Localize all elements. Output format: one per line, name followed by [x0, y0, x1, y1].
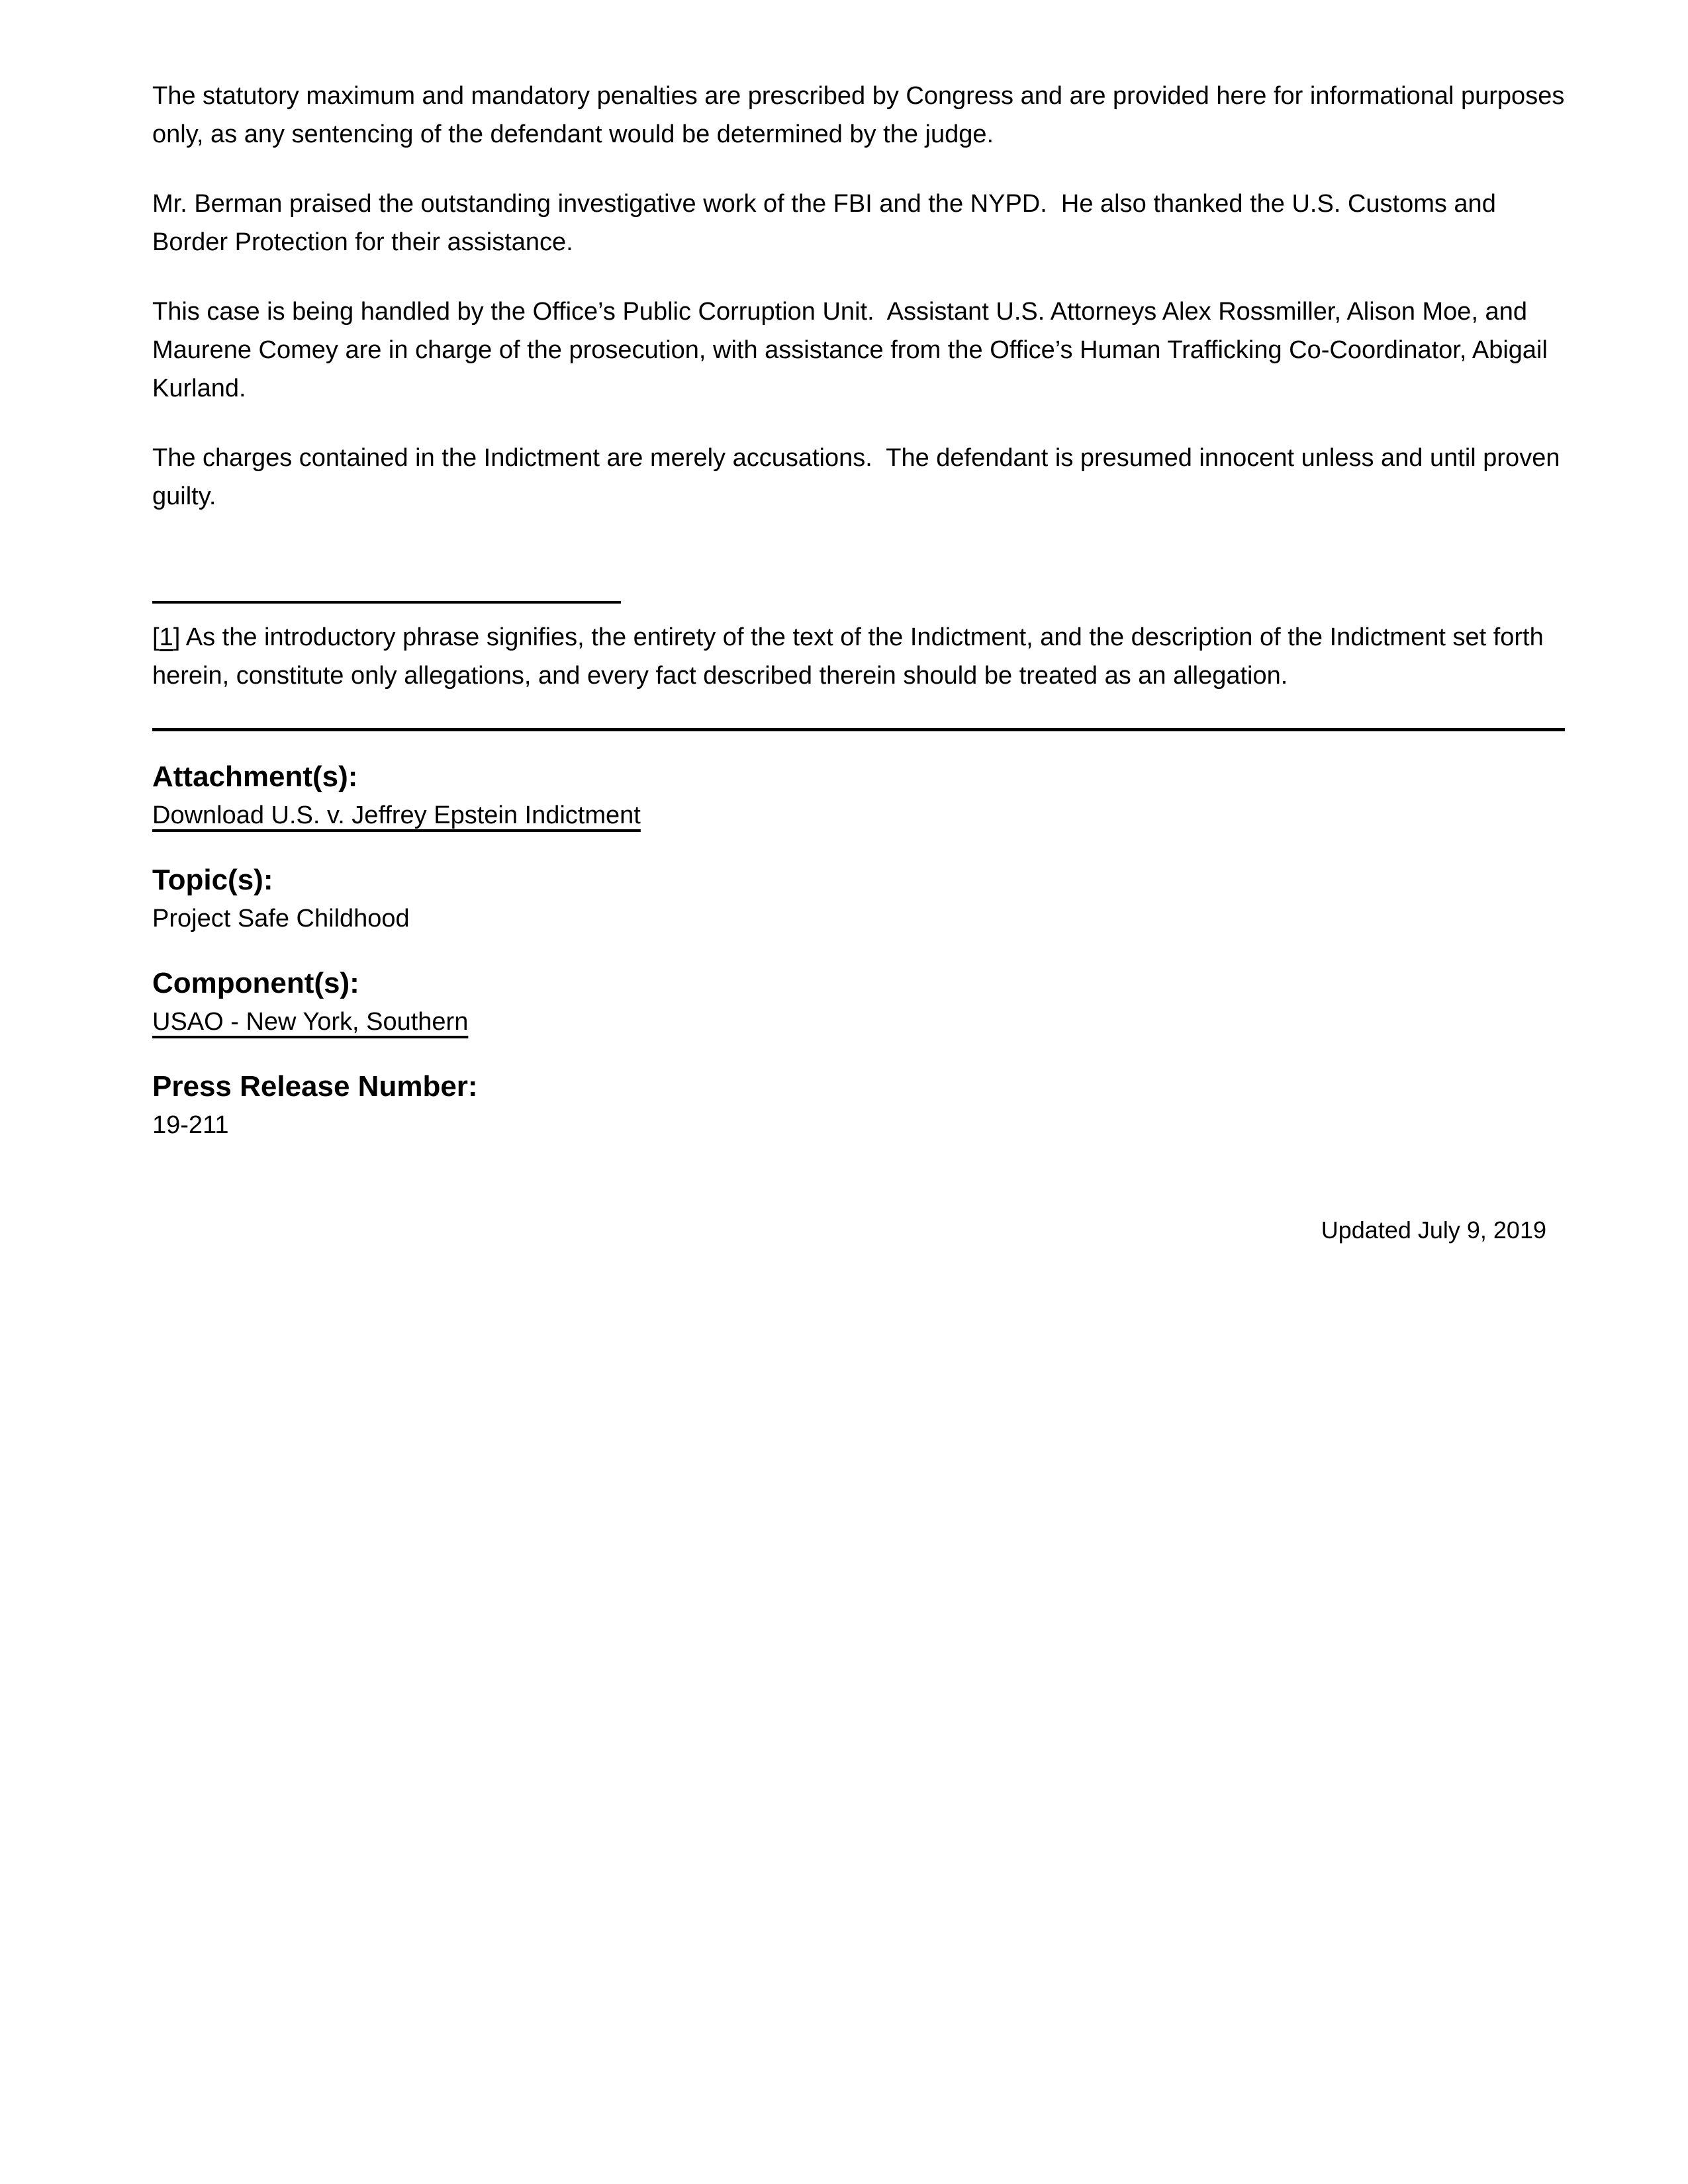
component-link[interactable]: USAO - New York, Southern — [152, 1008, 469, 1036]
press-release-number-heading: Press Release Number: — [152, 1070, 478, 1103]
components-heading: Component(s): — [152, 967, 359, 999]
press-release-number-value: 19-211 — [152, 1111, 229, 1139]
topic-value: Project Safe Childhood — [152, 905, 410, 933]
section-divider — [152, 728, 1565, 731]
press-release-number-section — [152, 1068, 1565, 1144]
footnote-bracket-open: [ — [152, 623, 160, 651]
body-paragraph: This case is being handled by the Office’s Public Corruption Unit. Assistant U.S. Attorneys Alex Rossmiller, Alison Moe, and Maurene Comey are in charge of the prosecution, with assistance from the Office’s Human Trafficking Co-Coordinator, Abigail Kurland. — [152, 298, 1555, 402]
footnote-separator — [152, 601, 621, 604]
attachments-heading: Attachment(s): — [152, 760, 358, 793]
footnote-bracket-close: ] — [173, 623, 181, 651]
footnote-ref-link[interactable]: 1 — [159, 623, 173, 651]
body-paragraph: Mr. Berman praised the outstanding investigative work of the FBI and the NYPD. He also thanked the U.S. Customs and Border Protection for their assistance. — [152, 190, 1503, 256]
footnote — [152, 618, 1565, 695]
updated-date: Updated July 9, 2019 — [1321, 1216, 1546, 1244]
body-paragraph: The statutory maximum and mandatory penalties are prescribed by Congress and are provided here for informational purposes only, as any sentencing of the defendant would be determined by the judge. — [152, 82, 1571, 148]
attachments-section — [152, 758, 1565, 835]
body-paragraph: The charges contained in the Indictment are merely accusations. The defendant is presumed innocent unless and until proven guilty. — [152, 444, 1568, 510]
footnote-body-text: As the introductory phrase signifies, the entirety of the text of the Indictment, and the description of the Indictment set forth herein, constitute only allegations, and every fact described therein should be treated as an allegation. — [152, 623, 1551, 690]
attachment-download-link[interactable]: Download U.S. v. Jeffrey Epstein Indictment — [152, 801, 641, 829]
components-section — [152, 964, 1565, 1041]
topics-heading: Topic(s): — [152, 864, 273, 896]
topics-section — [152, 861, 1565, 938]
